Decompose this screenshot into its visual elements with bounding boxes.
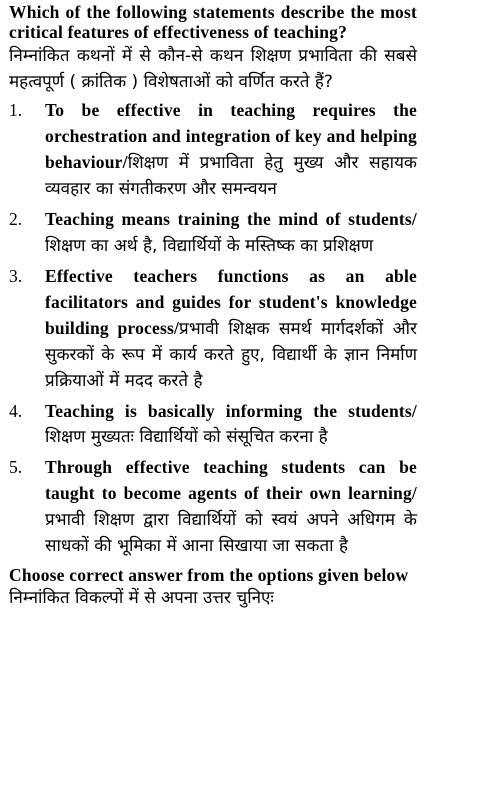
question-stem: [9, 2, 417, 95]
question-text-hindi: निम्नांकित कथनों में से कौन-से कथन शिक्षण प्रभाविता की सबसे महत्वपूर्ण ( क्रांतिक ) विशेषताओं को वर्णित करते हैं?: [9, 46, 417, 92]
statement-text: [45, 454, 417, 559]
statement-number: 4.: [9, 401, 23, 421]
statement-item-3: [9, 263, 417, 394]
statement-text-hindi: शिक्षण का अर्थ है, विद्यार्थियों के मस्तिष्क का प्रशिक्षण: [45, 236, 374, 256]
instruction-text-hindi: निम्नांकित विकल्पों में से अपना उत्तर चुनिएः: [9, 588, 274, 608]
statement-text: [45, 398, 417, 450]
statement-item-4: [9, 398, 417, 450]
statement-text: [45, 206, 417, 259]
statement-number: 3.: [9, 266, 23, 286]
statement-text-english: Effective teachers functions as an able facilitators and guides for student's knowledge building process/: [45, 266, 417, 338]
statement-text: [45, 97, 417, 202]
statement-text-english: Teaching means training the mind of students/: [45, 209, 417, 229]
instruction-text-english: Choose correct answer from the options given below: [9, 565, 409, 585]
statement-item-1: [9, 97, 417, 202]
statement-item-5: [9, 454, 417, 559]
statement-text-hindi: शिक्षण मुख्यतः विद्यार्थियों को संसूचित करना है: [45, 427, 328, 447]
question-page: [9, 2, 417, 611]
statement-text: [45, 263, 417, 394]
statement-text-english: To be effective in teaching requires the orchestration and integration of key and helping behaviour/: [45, 100, 417, 172]
question-text-english: Which of the following statements describe the most critical features of effectiveness of teaching?: [9, 2, 417, 42]
statement-text-hindi: प्रभावी शिक्षण द्वारा विद्यार्थियों को स्वयं अपने अधिगम के साधकों की भूमिका में आना सिखाया जा सकता है: [45, 510, 417, 556]
statement-text-english: Teaching is basically informing the students/: [45, 401, 417, 421]
statement-number: 2.: [9, 209, 23, 229]
statement-text-english: Through effective teaching students can be taught to become agents of their own learning/: [45, 457, 417, 503]
statement-list: [9, 97, 417, 559]
statement-number: 5.: [9, 457, 23, 477]
answer-instruction: [9, 565, 417, 611]
statement-text-hindi: शिक्षण में प्रभाविता हेतु मुख्य और सहायक व्यवहार का संगतीकरण और समन्वयन: [45, 153, 417, 199]
statement-text-hindi: प्रभावी शिक्षक समर्थ मार्गदर्शकों और सुकरकों के रूप में कार्य करते हुए, विद्यार्थी के ज्ञान निर्माण प्रक्रियाओं में मदद करते है: [45, 319, 417, 391]
statement-number: 1.: [9, 100, 23, 120]
statement-item-2: [9, 206, 417, 259]
